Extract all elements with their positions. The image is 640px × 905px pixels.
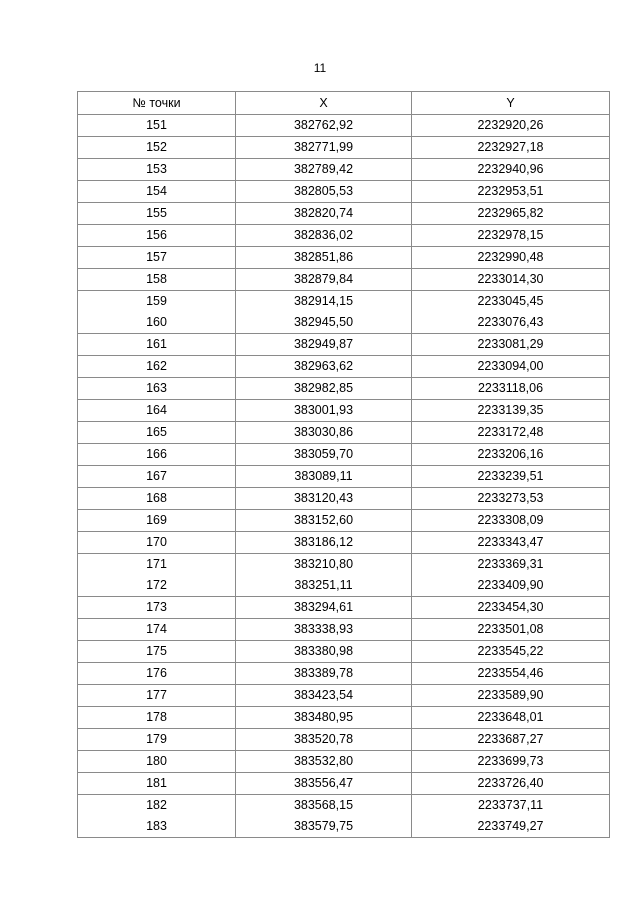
y-coordinate-cell: 2232927,18	[412, 137, 610, 159]
y-coordinate-cell: 2233076,43	[412, 312, 610, 334]
table-row	[78, 400, 610, 422]
table-row	[78, 597, 610, 619]
y-coordinate-cell: 2233206,16	[412, 444, 610, 466]
y-coordinate-cell: 2233118,06	[412, 378, 610, 400]
point-number-cell: 174	[78, 619, 236, 641]
x-coordinate-cell: 382963,62	[236, 356, 412, 378]
x-coordinate-cell: 382945,50	[236, 312, 412, 334]
point-number-cell: 158	[78, 269, 236, 291]
y-coordinate-cell: 2233726,40	[412, 773, 610, 795]
table-row	[78, 619, 610, 641]
x-coordinate-cell: 383568,15	[236, 795, 412, 817]
x-coordinate-cell: 383294,61	[236, 597, 412, 619]
table-row	[78, 203, 610, 225]
y-coordinate-cell: 2232953,51	[412, 181, 610, 203]
point-number-cell: 168	[78, 488, 236, 510]
y-coordinate-cell: 2233014,30	[412, 269, 610, 291]
column-header-x: X	[236, 92, 412, 115]
table-row	[78, 137, 610, 159]
x-coordinate-cell: 383089,11	[236, 466, 412, 488]
coordinates-table	[77, 91, 610, 838]
point-number-cell: 183	[78, 816, 236, 838]
point-number-cell: 162	[78, 356, 236, 378]
y-coordinate-cell: 2232978,15	[412, 225, 610, 247]
y-coordinate-cell: 2232965,82	[412, 203, 610, 225]
point-number-cell: 152	[78, 137, 236, 159]
x-coordinate-cell: 383532,80	[236, 751, 412, 773]
point-number-cell: 160	[78, 312, 236, 334]
x-coordinate-cell: 382820,74	[236, 203, 412, 225]
y-coordinate-cell: 2233308,09	[412, 510, 610, 532]
y-coordinate-cell: 2233648,01	[412, 707, 610, 729]
point-number-cell: 180	[78, 751, 236, 773]
table-header-row	[78, 92, 610, 115]
table-row	[78, 269, 610, 291]
point-number-cell: 176	[78, 663, 236, 685]
y-coordinate-cell: 2233369,31	[412, 554, 610, 576]
x-coordinate-cell: 382949,87	[236, 334, 412, 356]
x-coordinate-cell: 382914,15	[236, 291, 412, 313]
column-header-point-number: № точки	[78, 92, 236, 115]
point-number-cell: 169	[78, 510, 236, 532]
table-row	[78, 707, 610, 729]
x-coordinate-cell: 383338,93	[236, 619, 412, 641]
table-body	[78, 115, 610, 838]
table-row	[78, 378, 610, 400]
x-coordinate-cell: 383210,80	[236, 554, 412, 576]
x-coordinate-cell: 383186,12	[236, 532, 412, 554]
point-number-cell: 151	[78, 115, 236, 137]
x-coordinate-cell: 382879,84	[236, 269, 412, 291]
y-coordinate-cell: 2233454,30	[412, 597, 610, 619]
x-coordinate-cell: 383480,95	[236, 707, 412, 729]
point-number-cell: 154	[78, 181, 236, 203]
y-coordinate-cell: 2233045,45	[412, 291, 610, 313]
table-row	[78, 356, 610, 378]
point-number-cell: 181	[78, 773, 236, 795]
point-number-cell: 155	[78, 203, 236, 225]
table-row	[78, 510, 610, 532]
point-number-cell: 153	[78, 159, 236, 181]
table-row	[78, 685, 610, 707]
x-coordinate-cell: 382771,99	[236, 137, 412, 159]
y-coordinate-cell: 2233687,27	[412, 729, 610, 751]
point-number-cell: 172	[78, 575, 236, 597]
y-coordinate-cell: 2232990,48	[412, 247, 610, 269]
table-row	[78, 159, 610, 181]
x-coordinate-cell: 383389,78	[236, 663, 412, 685]
table-row	[78, 795, 610, 817]
x-coordinate-cell: 383059,70	[236, 444, 412, 466]
y-coordinate-cell: 2233749,27	[412, 816, 610, 838]
x-coordinate-cell: 382789,42	[236, 159, 412, 181]
y-coordinate-cell: 2233094,00	[412, 356, 610, 378]
point-number-cell: 178	[78, 707, 236, 729]
table-row	[78, 751, 610, 773]
x-coordinate-cell: 382851,86	[236, 247, 412, 269]
y-coordinate-cell: 2233273,53	[412, 488, 610, 510]
table-row	[78, 444, 610, 466]
y-coordinate-cell: 2233737,11	[412, 795, 610, 817]
point-number-cell: 161	[78, 334, 236, 356]
x-coordinate-cell: 383579,75	[236, 816, 412, 838]
table-row	[78, 641, 610, 663]
table-row	[78, 575, 610, 597]
y-coordinate-cell: 2233081,29	[412, 334, 610, 356]
point-number-cell: 179	[78, 729, 236, 751]
table-row	[78, 532, 610, 554]
point-number-cell: 164	[78, 400, 236, 422]
x-coordinate-cell: 383423,54	[236, 685, 412, 707]
x-coordinate-cell: 383556,47	[236, 773, 412, 795]
point-number-cell: 159	[78, 291, 236, 313]
y-coordinate-cell: 2232940,96	[412, 159, 610, 181]
x-coordinate-cell: 383030,86	[236, 422, 412, 444]
table-row	[78, 181, 610, 203]
point-number-cell: 175	[78, 641, 236, 663]
table-row	[78, 115, 610, 137]
y-coordinate-cell: 2233699,73	[412, 751, 610, 773]
point-number-cell: 157	[78, 247, 236, 269]
x-coordinate-cell: 383380,98	[236, 641, 412, 663]
x-coordinate-cell: 383251,11	[236, 575, 412, 597]
x-coordinate-cell: 383152,60	[236, 510, 412, 532]
table-row	[78, 729, 610, 751]
point-number-cell: 167	[78, 466, 236, 488]
table-row	[78, 773, 610, 795]
table-row	[78, 291, 610, 313]
y-coordinate-cell: 2233545,22	[412, 641, 610, 663]
point-number-cell: 156	[78, 225, 236, 247]
point-number-cell: 163	[78, 378, 236, 400]
x-coordinate-cell: 383001,93	[236, 400, 412, 422]
x-coordinate-cell: 382836,02	[236, 225, 412, 247]
x-coordinate-cell: 382762,92	[236, 115, 412, 137]
y-coordinate-cell: 2233589,90	[412, 685, 610, 707]
table-row	[78, 816, 610, 838]
table-row	[78, 422, 610, 444]
table-row	[78, 663, 610, 685]
x-coordinate-cell: 383520,78	[236, 729, 412, 751]
point-number-cell: 177	[78, 685, 236, 707]
table-row	[78, 312, 610, 334]
y-coordinate-cell: 2232920,26	[412, 115, 610, 137]
point-number-cell: 165	[78, 422, 236, 444]
y-coordinate-cell: 2233239,51	[412, 466, 610, 488]
x-coordinate-cell: 382805,53	[236, 181, 412, 203]
x-coordinate-cell: 382982,85	[236, 378, 412, 400]
table-row	[78, 334, 610, 356]
y-coordinate-cell: 2233343,47	[412, 532, 610, 554]
page-number: 11	[313, 61, 327, 75]
table-row	[78, 554, 610, 576]
y-coordinate-cell: 2233172,48	[412, 422, 610, 444]
table-row	[78, 247, 610, 269]
x-coordinate-cell: 383120,43	[236, 488, 412, 510]
table-row	[78, 225, 610, 247]
point-number-cell: 171	[78, 554, 236, 576]
y-coordinate-cell: 2233501,08	[412, 619, 610, 641]
table-row	[78, 466, 610, 488]
y-coordinate-cell: 2233139,35	[412, 400, 610, 422]
column-header-y: Y	[412, 92, 610, 115]
point-number-cell: 170	[78, 532, 236, 554]
point-number-cell: 166	[78, 444, 236, 466]
y-coordinate-cell: 2233554,46	[412, 663, 610, 685]
point-number-cell: 182	[78, 795, 236, 817]
y-coordinate-cell: 2233409,90	[412, 575, 610, 597]
table-row	[78, 488, 610, 510]
point-number-cell: 173	[78, 597, 236, 619]
